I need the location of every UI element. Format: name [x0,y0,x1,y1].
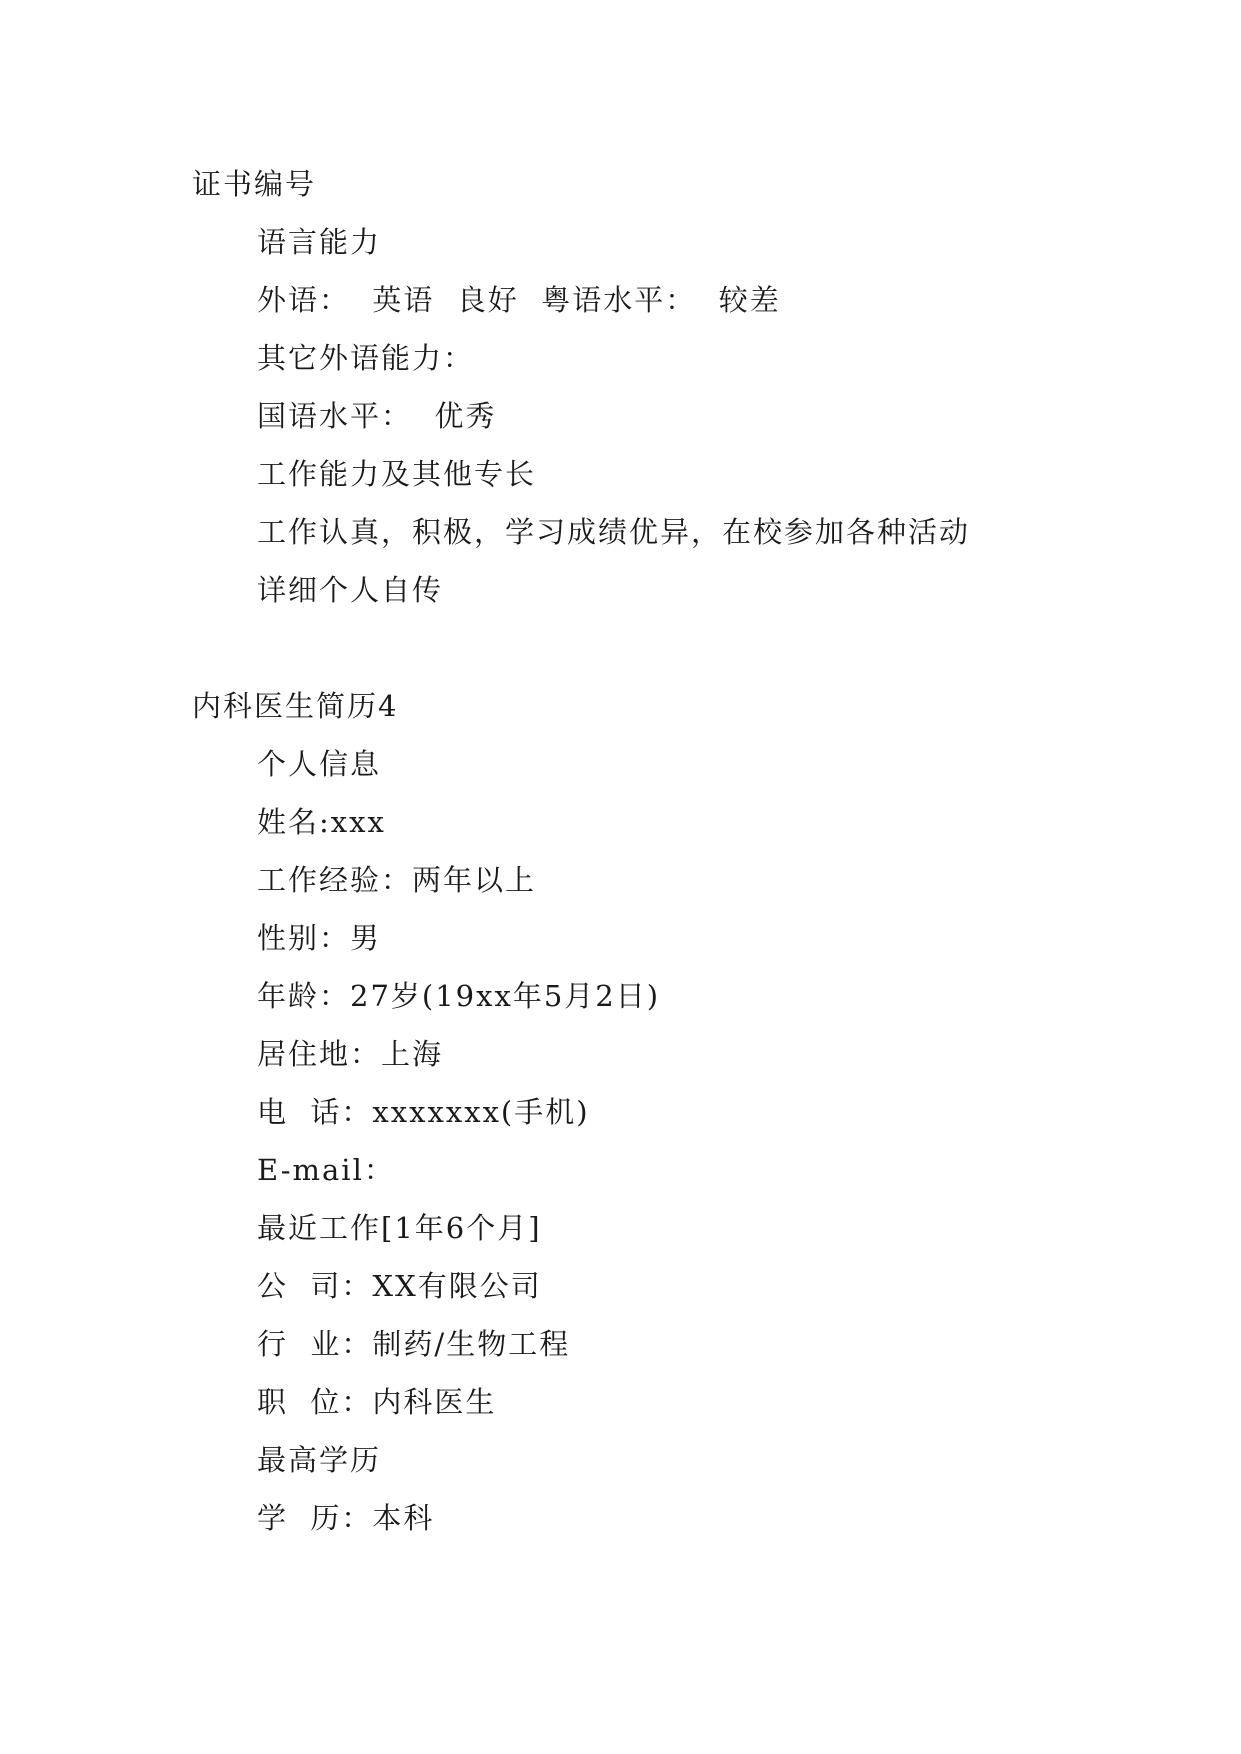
text-line: 公 司：XX有限公司 [257,1269,542,1303]
section-heading-certificate: 证书编号 [192,167,317,201]
text-line: E-mail： [257,1153,395,1187]
section-heading-resume: 内科医生简历4 [192,689,399,723]
text-line: 外语： 英语 良好 粤语水平： 较差 [257,283,781,317]
text-line: 电 话：xxxxxxx(手机) [257,1095,590,1129]
text-line: 工作能力及其他专长 [257,457,537,491]
text-line: 个人信息 [257,747,382,781]
text-line: 行 业：制药/生物工程 [257,1327,571,1361]
text-line: 学 历：本科 [257,1501,435,1535]
text-line: 职 位：内科医生 [257,1385,497,1419]
text-line: 最近工作[1年6个月] [257,1211,542,1245]
text-line: 详细个人自传 [257,573,444,607]
text-line: 最高学历 [257,1443,382,1477]
text-line: 居住地：上海 [257,1037,444,1071]
text-line: 语言能力 [257,225,382,259]
text-line: 性别：男 [257,921,382,955]
text-line: 其它外语能力： [257,341,475,375]
text-line: 工作经验：两年以上 [257,863,537,897]
text-line: 姓名:xxx [257,805,386,839]
text-line: 工作认真，积极，学习成绩优异，在校参加各种活动 [257,515,971,549]
text-line: 国语水平： 优秀 [257,399,497,433]
text-line: 年龄：27岁(19xx年5月2日) [257,979,661,1013]
